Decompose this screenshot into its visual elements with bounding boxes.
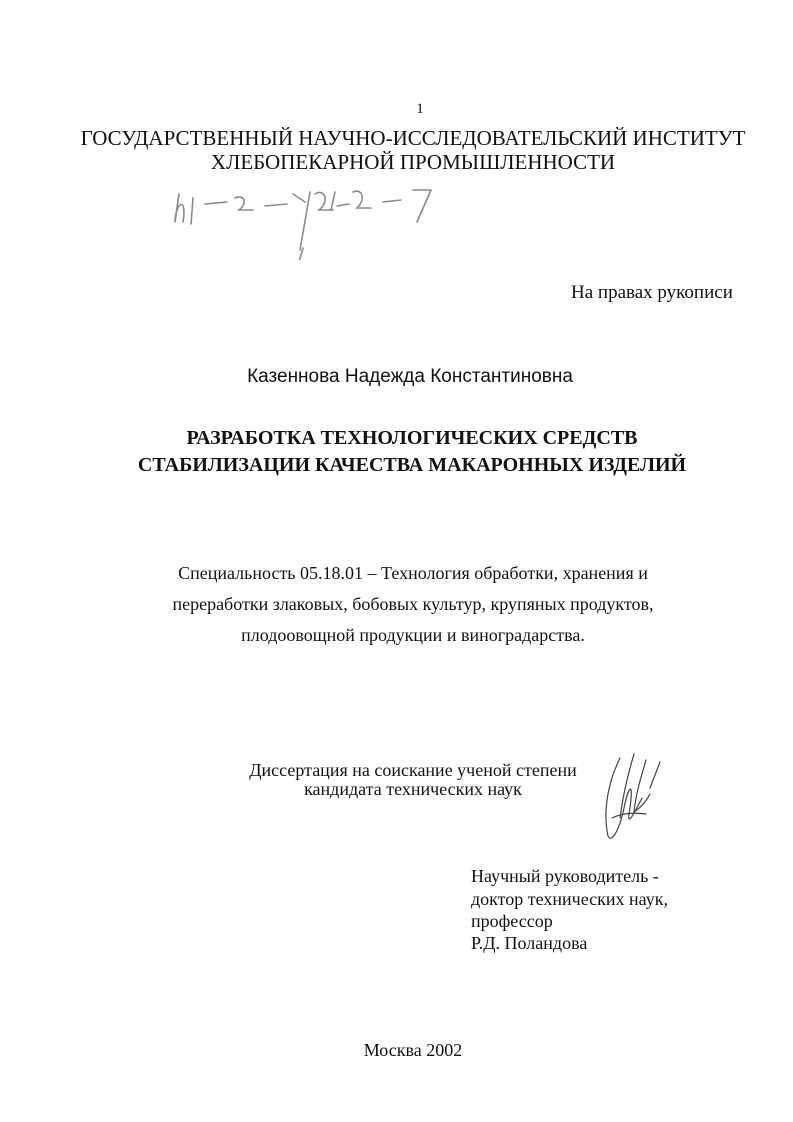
author-name: Казеннова Надежда Константиновна: [247, 366, 573, 387]
supervisor-name: Р.Д. Поландова: [471, 933, 588, 953]
institute-name-line-2: ХЛЕБОПЕКАРНОЙ ПРОМЫШЛЕННОСТИ: [210, 150, 616, 174]
specialty-line-2: переработки злаковых, бобовых культур, крупяных продуктов,: [172, 594, 654, 614]
archive-stamp-text: 61:04-5/1222-7: [165, 259, 173, 260]
institute-name-line-1: ГОСУДАРСТВЕННЫЙ НАУЧНО-ИССЛЕДОВАТЕЛЬСКИЙ ИНСТИТУТ: [80, 126, 746, 150]
archive-stamp-handwriting: [165, 180, 455, 260]
dissertation-title-line-2: СТАБИЛИЗАЦИИ КАЧЕСТВА МАКАРОННЫХ ИЗДЕЛИЙ: [137, 454, 687, 476]
specialty-line-1: Специальность 05.18.01 – Технология обработки, хранения и: [178, 563, 648, 583]
specialty-line-3: плодоовощной продукции и виноградарства.: [241, 625, 585, 645]
supervisor-degree: доктор технических наук,: [471, 889, 668, 909]
page-number: 1: [416, 101, 424, 117]
dissertation-title-line-1: РАЗРАБОТКА ТЕХНОЛОГИЧЕСКИХ СРЕДСТВ: [186, 427, 638, 449]
degree-line-1: Диссертация на соискание ученой степени: [249, 760, 577, 780]
supervisor-label: Научный руководитель -: [471, 866, 659, 886]
supervisor-rank: профессор: [471, 911, 553, 931]
degree-line-2: кандидата технических наук: [304, 779, 522, 799]
rights-note: На правах рукописи: [571, 282, 733, 303]
signature: [590, 748, 670, 848]
city-year: Москва 2002: [363, 1040, 463, 1060]
